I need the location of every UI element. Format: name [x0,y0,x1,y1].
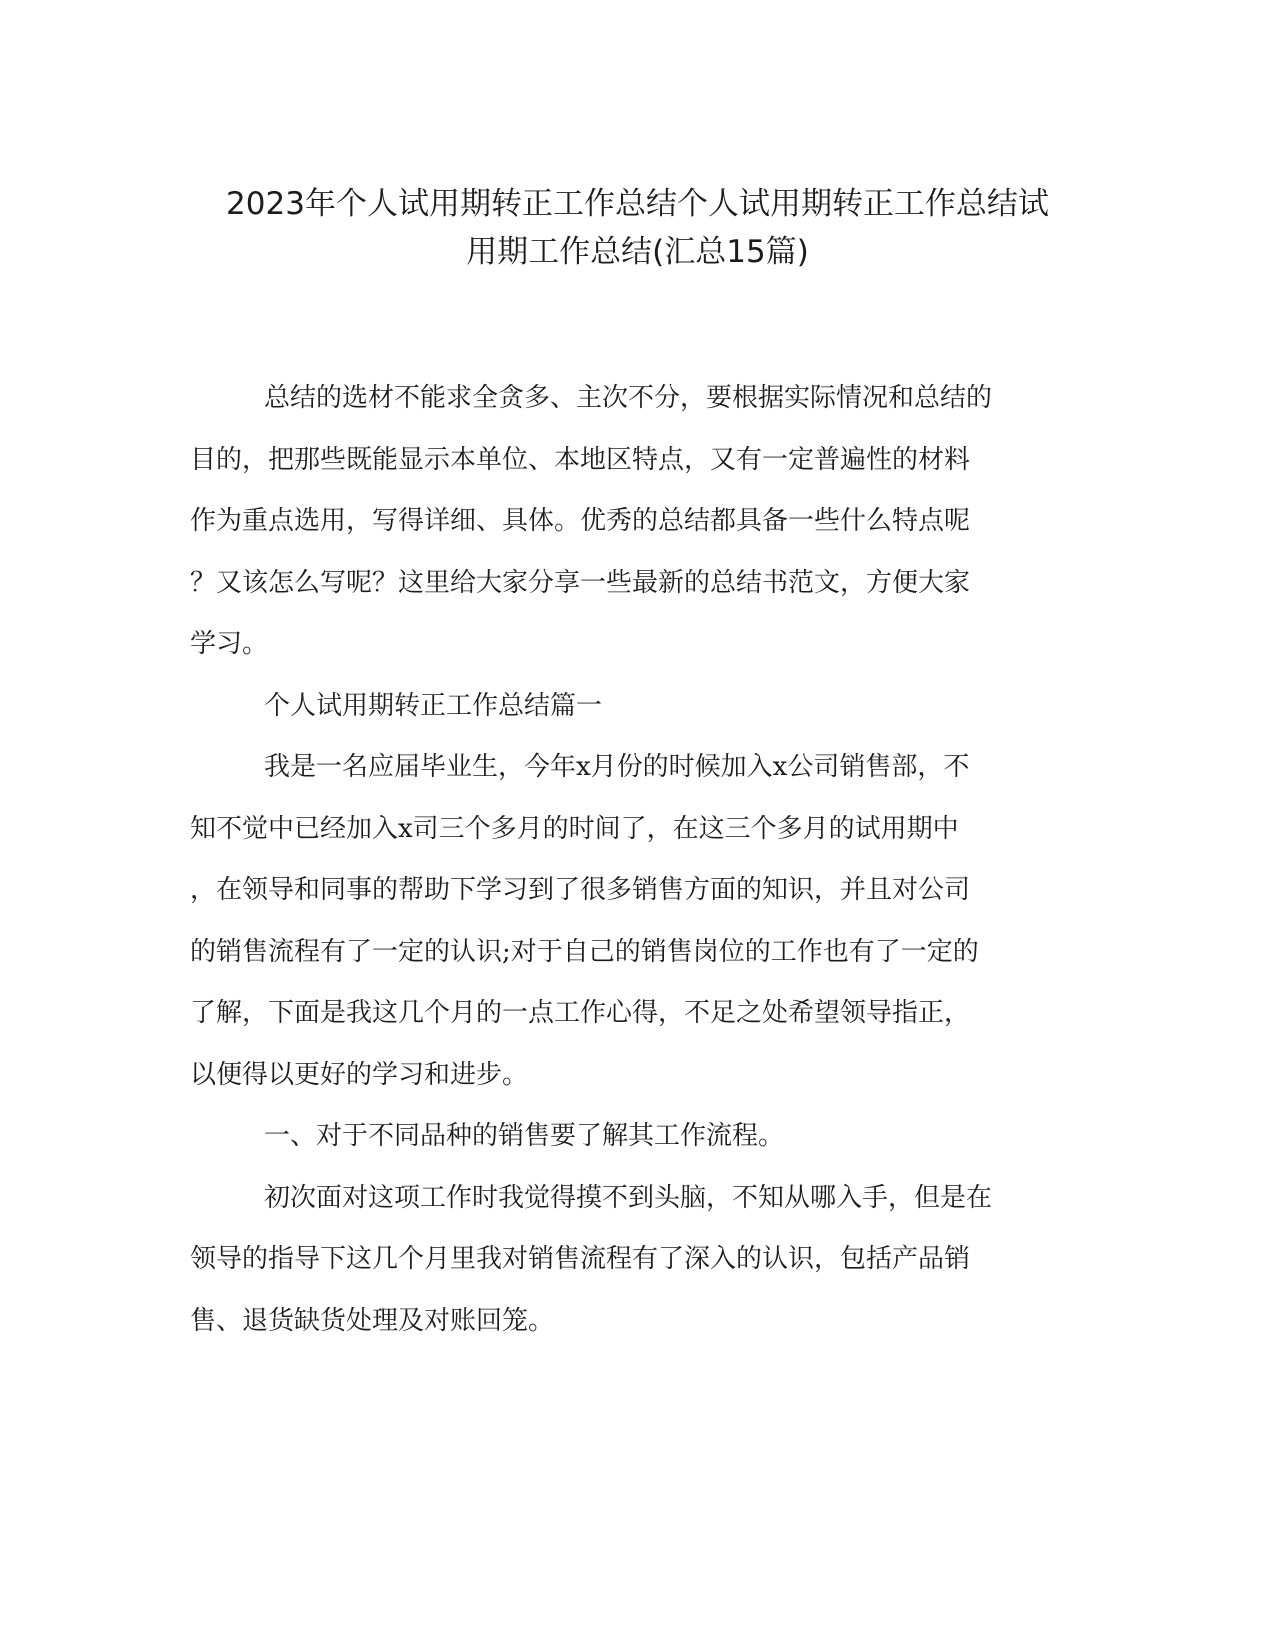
text-line: 总结的选材不能求全贪多、主次不分，要根据实际情况和总结的 [264,383,993,413]
text-line: 了解，下面是我这几个月的一点工作心得，不足之处希望领导指正， [190,998,971,1028]
text-line: 作为重点选用，写得详细、具体。优秀的总结都具备一些什么特点呢 [190,506,971,536]
text-line: 领导的指导下这几个月里我对销售流程有了深入的认识，包括产品销 [190,1244,971,1274]
subheading-text: 一、对于不同品种的销售要了解其工作流程。 [264,1121,785,1151]
text-line: 学习。 [190,629,269,659]
document-body [190,368,1085,1352]
text-line: 目的，把那些既能显示本单位、本地区特点，又有一定普遍性的材料 [190,444,971,475]
text-line: 我是一名应届毕业生，今年x月份的时候加入x公司销售部，不 [264,752,970,782]
paragraph-background [190,737,1085,1106]
text-line: 以便得以更好的学习和进步。 [190,1059,529,1090]
title-line: 用期工作总结(汇总15篇) [466,234,809,270]
section-heading-text: 个人试用期转正工作总结篇一 [264,690,603,721]
paragraph-workflow [190,1168,1085,1353]
text-line: 知不觉中已经加入x司三个多月的时间了，在这三个多月的试用期中 [190,813,959,844]
text-line: 初次面对这项工作时我觉得摸不到头脑，不知从哪入手，但是在 [264,1182,993,1213]
text-line: ？又该怎么写呢？这里给大家分享一些最新的总结书范文，方便大家 [190,567,971,598]
text-line: 售、退货缺货处理及对账回笼。 [190,1305,555,1336]
document-title [160,180,1115,276]
paragraph-intro [190,368,1085,676]
text-line: 的销售流程有了一定的认识;对于自己的销售岗位的工作也有了一定的 [190,936,979,967]
text-line: ，在领导和同事的帮助下学习到了很多销售方面的知识，并且对公司 [190,875,971,905]
title-line: 2023年个人试用期转正工作总结个人试用期转正工作总结试 [226,186,1049,222]
subheading [190,1106,1085,1168]
section-heading [190,676,1085,738]
